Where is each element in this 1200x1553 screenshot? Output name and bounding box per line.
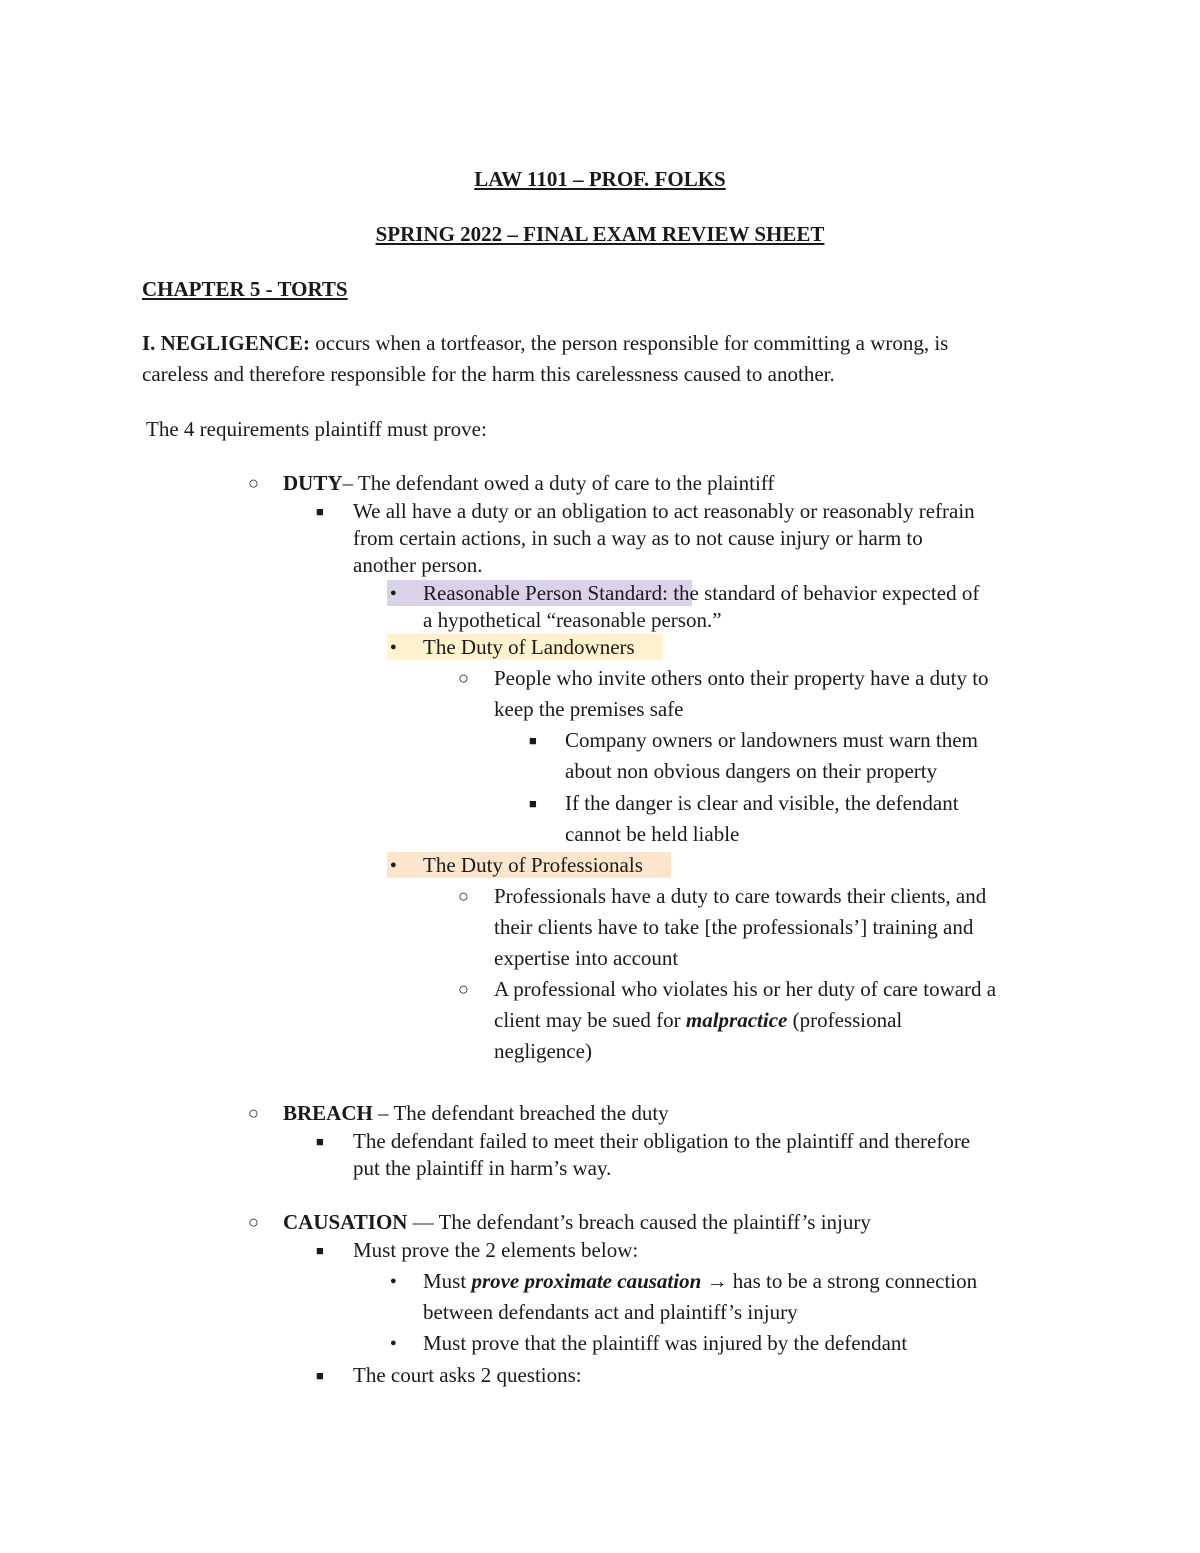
duty-text: – The defendant owed a duty of care to the plaintiff xyxy=(342,471,775,495)
duty-sub-line1: We all have a duty or an obligation to act reasonably or reasonably refrain xyxy=(353,499,975,523)
breach-term: BREACH xyxy=(283,1101,373,1125)
requirements-intro: The 4 requirements plaintiff must prove: xyxy=(146,417,487,441)
causation-text: — The defendant’s breach caused the plaintiff’s injury xyxy=(407,1210,871,1234)
causation-item xyxy=(283,1209,871,1236)
prof-a-line2: their clients have to take [the professionals’] training and xyxy=(494,915,974,939)
negligence-def-text: occurs when a tortfeasor, the person responsible for committing a wrong, is xyxy=(310,331,949,355)
square-bullet-icon: ■ xyxy=(529,796,537,811)
review-sheet-title: SPRING 2022 – FINAL EXAM REVIEW SHEET xyxy=(375,222,825,246)
filled-dot-bullet-icon: ● xyxy=(390,1275,397,1287)
landowners-a-line1: Company owners or landowners must warn them xyxy=(565,728,978,752)
hollow-circle-bullet-icon: ○ xyxy=(458,886,469,906)
filled-dot-bullet-icon: ● xyxy=(390,859,397,871)
pc-post: → has to be a strong connection xyxy=(701,1269,978,1293)
duty-term: DUTY xyxy=(283,471,343,495)
professionals-label: The Duty of Professionals xyxy=(423,853,643,877)
landowners-b-line1: If the danger is clear and visible, the defendant xyxy=(565,791,959,815)
filled-dot-bullet-icon: ● xyxy=(390,1337,397,1349)
square-bullet-icon: ■ xyxy=(316,1134,324,1149)
negligence-term: I. NEGLIGENCE: xyxy=(142,331,311,355)
landowners-label: The Duty of Landowners xyxy=(423,635,635,659)
hollow-circle-bullet-icon: ○ xyxy=(458,668,469,688)
negligence-definition-line2: careless and therefore responsible for the harm this carelessness caused to another. xyxy=(142,362,835,386)
duty-sub-line3: another person. xyxy=(353,553,483,577)
filled-dot-bullet-icon: ● xyxy=(390,641,397,653)
filled-dot-bullet-icon: ● xyxy=(390,587,397,599)
negligence-definition-line1 xyxy=(142,330,948,357)
pc-pre: Must xyxy=(423,1269,472,1293)
rps-line2: a hypothetical “reasonable person.” xyxy=(423,608,722,632)
breach-item xyxy=(283,1100,669,1127)
prof-b-line3: negligence) xyxy=(494,1039,592,1063)
breach-sub-line1: The defendant failed to meet their obligation to the plaintiff and therefore xyxy=(353,1129,971,1153)
malpractice-term: malpractice xyxy=(685,1008,788,1032)
injured-line: Must prove that the plaintiff was injured by the defendant xyxy=(423,1331,908,1355)
landowners-a-line2: about non obvious dangers on their property xyxy=(565,759,938,783)
prof-a-line3: expertise into account xyxy=(494,946,679,970)
hollow-circle-bullet-icon: ○ xyxy=(458,979,469,999)
course-title: LAW 1101 – PROF. FOLKS xyxy=(474,167,726,191)
breach-sub-line2: put the plaintiff in harm’s way. xyxy=(353,1156,612,1180)
rps-line1 xyxy=(423,580,979,607)
square-bullet-icon: ■ xyxy=(316,504,324,519)
breach-text: – The defendant breached the duty xyxy=(372,1101,669,1125)
hollow-circle-bullet-icon: ○ xyxy=(248,1103,259,1123)
duty-sub-line2: from certain actions, in such a way as to not cause injury or harm to xyxy=(353,526,923,550)
prof-b-line2 xyxy=(494,1007,902,1034)
prof-b-text-post: (professional xyxy=(787,1008,903,1032)
prof-a-line1: Professionals have a duty to care towards their clients, and xyxy=(494,884,987,908)
proximate-causation-term: prove proximate causation xyxy=(471,1269,702,1293)
hollow-circle-bullet-icon: ○ xyxy=(248,1212,259,1232)
square-bullet-icon: ■ xyxy=(529,733,537,748)
court-questions-line: The court asks 2 questions: xyxy=(353,1363,582,1387)
hollow-circle-bullet-icon: ○ xyxy=(248,473,259,493)
square-bullet-icon: ■ xyxy=(316,1368,324,1383)
causation-sub1: Must prove the 2 elements below: xyxy=(353,1238,639,1262)
landowners-sub-line2: keep the premises safe xyxy=(494,697,684,721)
landowners-sub-line1: People who invite others onto their property have a duty to xyxy=(494,666,989,690)
proximate-causation-line1 xyxy=(423,1268,977,1295)
chapter-heading: CHAPTER 5 - TORTS xyxy=(142,277,348,301)
prof-b-line1: A professional who violates his or her duty of care toward a xyxy=(494,977,997,1001)
causation-term: CAUSATION xyxy=(283,1210,408,1234)
duty-item xyxy=(283,470,774,497)
prof-b-text: client may be sued for xyxy=(494,1008,686,1032)
rps-rest: : the standard of behavior expected of xyxy=(662,581,980,605)
square-bullet-icon: ■ xyxy=(316,1243,324,1258)
proximate-causation-line2: between defendants act and plaintiff’s injury xyxy=(423,1300,798,1324)
landowners-b-line2: cannot be held liable xyxy=(565,822,740,846)
rps-label: Reasonable Person Standard xyxy=(423,581,663,605)
